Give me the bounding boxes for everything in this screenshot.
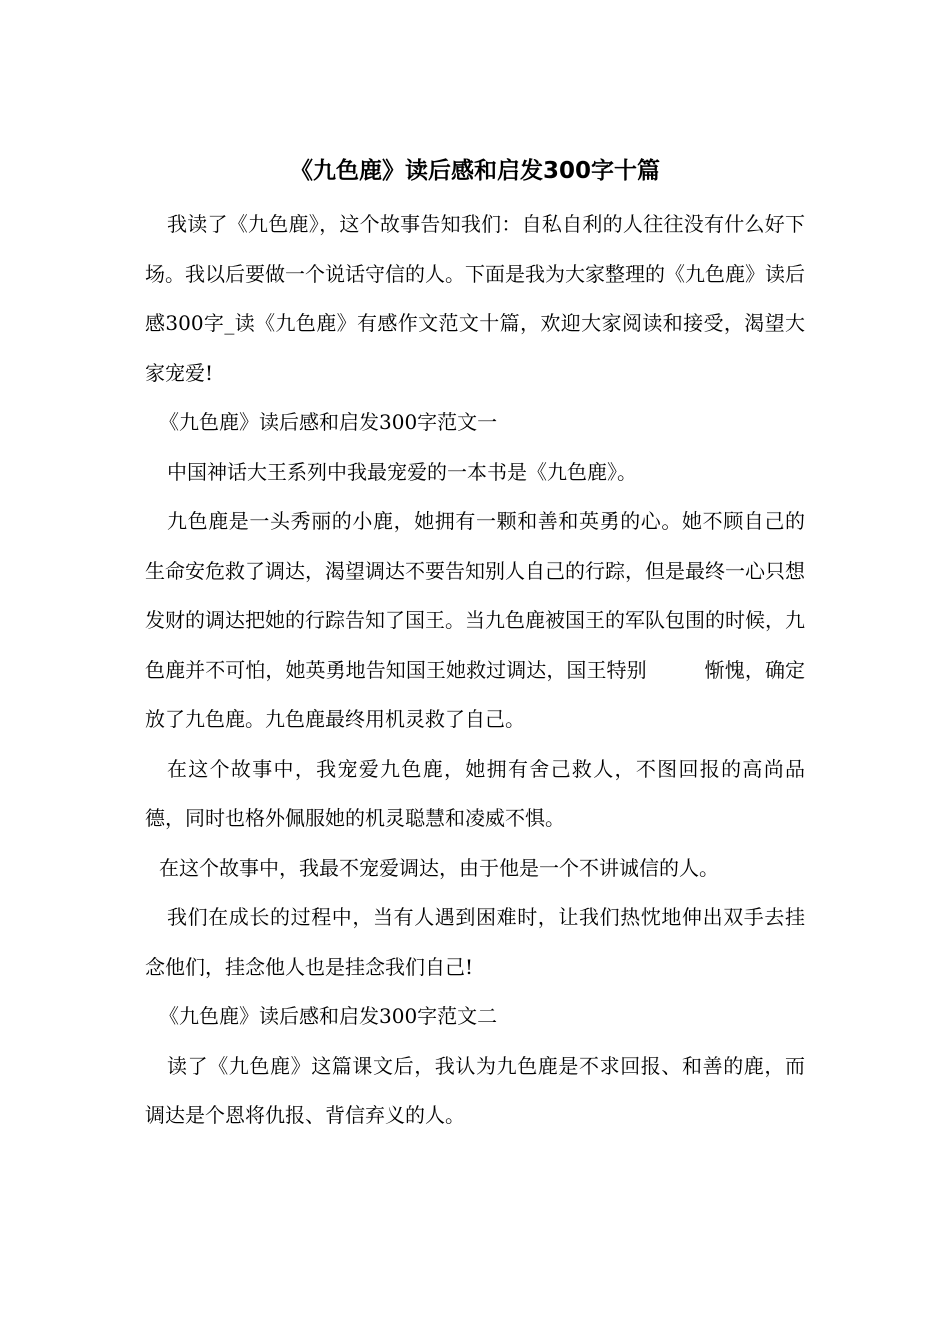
section-heading-1: 《九色鹿》读后感和启发300字范文一 [159, 410, 498, 434]
document-title: 《九色鹿》读后感和启发300字十篇 [289, 158, 660, 184]
intro-paragraph: 我读了《九色鹿》，这个故事告知我们：自私自利的人往往没有什么好下场。我以后要做一个说话守信的人。下面是我为大家整理的《九色鹿》读后感300字_读《九色鹿》有感作文范文十篇，欢迎大家阅读和接受，渴望大家宠爱! [145, 212, 805, 385]
body-text: 惭愧，确定放了九色鹿。九色鹿最终用机灵救了自己。 [145, 657, 806, 731]
body-paragraph: 中国神话大王系列中我最宠爱的一本书是《九色鹿》。 [167, 459, 637, 484]
body-paragraph: 在这个故事中，我宠爱九色鹿，她拥有舍己救人，不图回报的高尚品德，同时也格外佩服她的机灵聪慧和凌威不惧。 [145, 756, 805, 830]
document-body [145, 200, 805, 1141]
section-heading-2: 《九色鹿》读后感和启发300字范文二 [159, 1004, 498, 1028]
body-text: 九色鹿是一头秀丽的小鹿，她拥有一颗和善和英勇的心。她不顾自己的生命安危救了调达，渴望调达不要告知别人自己的行踪，但是最终一心只想发财的调达把她的行踪告知了国王。当九色鹿被国王的军队包围的时候，九色鹿并不可怕，她英勇地告知国王她救过调达，国王特别 [145, 509, 805, 682]
body-paragraph: 我们在成长的过程中，当有人遇到困难时，让我们热忱地伸出双手去挂念他们，挂念他人也是挂念我们自己! [145, 905, 805, 979]
body-paragraph: 读了《九色鹿》这篇课文后，我认为九色鹿是不求回报、和善的鹿，而调达是个恩将仇报、背信弃义的人。 [145, 1053, 805, 1127]
body-paragraph: 在这个故事中，我最不宠爱调达，由于他是一个不讲诚信的人。 [159, 855, 719, 880]
body-paragraph [145, 497, 805, 745]
